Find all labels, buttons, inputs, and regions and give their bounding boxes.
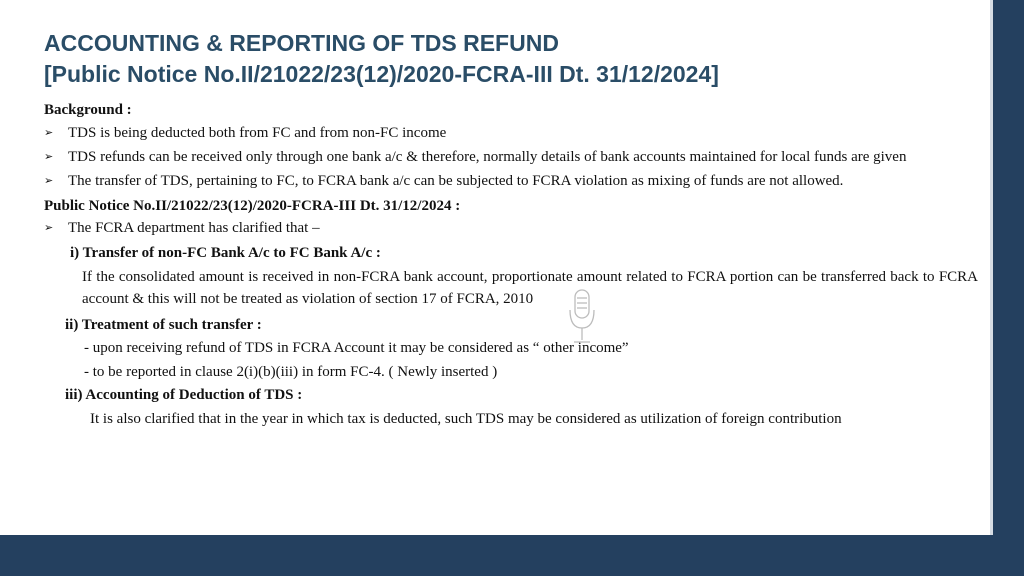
slide-title bbox=[44, 28, 974, 90]
title-line-1: ACCOUNTING & REPORTING OF TDS REFUND bbox=[44, 30, 559, 56]
bottom-decor-bar bbox=[0, 535, 1024, 576]
arrow-bullet-icon: ➢ bbox=[44, 222, 54, 234]
section-1-heading: i) Transfer of non-FC Bank A/c to FC Bank A/c : bbox=[70, 245, 381, 261]
section-2-line-1: - upon receiving refund of TDS in FCRA Account it may be considered as “ other income” bbox=[84, 340, 629, 356]
section-2-heading: ii) Treatment of such transfer : bbox=[65, 316, 262, 333]
notice-heading: Public Notice No.II/21022/23(12)/2020-FCRA-III Dt. 31/12/2024 : bbox=[44, 197, 461, 214]
bullet-text: TDS refunds can be received only through one bank a/c & therefore, normally details of bank accounts maintained for local funds are given bbox=[68, 148, 907, 165]
background-heading: Background : bbox=[44, 102, 132, 118]
microphone-icon bbox=[566, 286, 598, 348]
bullet-item bbox=[44, 171, 978, 192]
bullet-text: TDS is being deducted both from FC and from non-FC income bbox=[68, 124, 447, 141]
right-decor-bar bbox=[990, 0, 1024, 576]
bullet-item bbox=[44, 147, 978, 168]
arrow-bullet-icon: ➢ bbox=[44, 126, 54, 139]
section-2-line-2: - to be reported in clause 2(i)(b)(iii) in form FC-4. ( Newly inserted ) bbox=[84, 363, 498, 380]
section-3-text: It is also clarified that in the year in which tax is deducted, such TDS may be considered as utilization of foreign contribution bbox=[90, 410, 842, 427]
section-3-heading: iii) Accounting of Deduction of TDS : bbox=[65, 387, 303, 403]
bullet-item bbox=[44, 123, 978, 144]
bullet-text: The transfer of TDS, pertaining to FC, to FCRA bank a/c can be subjected to FCRA violation as mixing of funds are not allowed. bbox=[68, 172, 844, 189]
bullet-text: The FCRA department has clarified that – bbox=[68, 220, 320, 236]
arrow-bullet-icon: ➢ bbox=[44, 150, 54, 163]
bullet-item bbox=[44, 218, 978, 239]
title-line-2: [Public Notice No.II/21022/23(12)/2020-FCRA-III Dt. 31/12/2024] bbox=[44, 61, 719, 87]
arrow-bullet-icon: ➢ bbox=[44, 174, 54, 187]
section-1-text: If the consolidated amount is received in non-FCRA bank account, proportionate amount related to FCRA portion can be transferred back to FCRA account & this will not be treated as violation of section 17 of FCRA, 2010 bbox=[82, 268, 978, 307]
slide-content bbox=[44, 99, 978, 431]
